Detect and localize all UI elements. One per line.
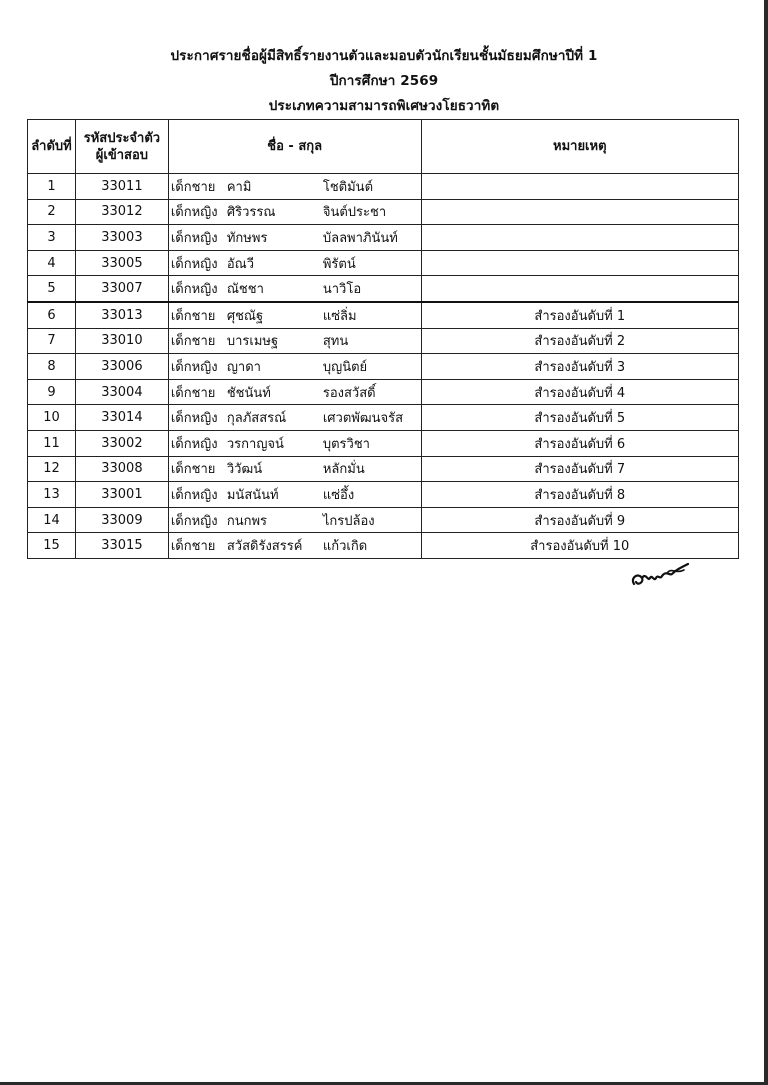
- last-name: บัลลพาภินันท์: [322, 230, 398, 246]
- table-row: [28, 405, 739, 431]
- exam-id-cell: 33014: [75, 405, 168, 431]
- last-name: สุทน: [322, 334, 349, 350]
- order-cell: 5: [28, 276, 76, 302]
- last-name: บุญนิตย์: [322, 359, 368, 375]
- last-name: พิรัตน์: [322, 256, 356, 272]
- order-cell: 13: [28, 482, 76, 508]
- first-name: กุลภัสสรณ์: [226, 411, 287, 427]
- name-prefix: เด็กชาย: [170, 308, 216, 324]
- remark-cell: สำรองอันดับที่ 2: [421, 328, 738, 354]
- table-row: [28, 430, 739, 456]
- name-cell: [168, 354, 421, 380]
- name-cell: [168, 430, 421, 456]
- table-row: [28, 482, 739, 508]
- last-name: แซ่อึ้ง: [322, 487, 355, 503]
- exam-id-cell: 33009: [75, 507, 168, 533]
- remark-cell: [421, 276, 738, 302]
- name-prefix: เด็กหญิง: [170, 359, 218, 375]
- name-cell: [168, 379, 421, 405]
- name-cell: [168, 405, 421, 431]
- order-cell: 6: [28, 302, 76, 328]
- exam-id-cell: 33006: [75, 354, 168, 380]
- order-cell: 2: [28, 199, 76, 225]
- last-name: บุตรวิชา: [322, 436, 370, 452]
- first-name: ณัชชา: [226, 282, 264, 298]
- exam-id-cell: 33010: [75, 328, 168, 354]
- name-prefix: เด็กหญิง: [170, 282, 218, 298]
- remark-cell: [421, 250, 738, 276]
- name-cell: [168, 533, 421, 559]
- remark-cell: [421, 174, 738, 200]
- remark-cell: สำรองอันดับที่ 10: [421, 533, 738, 559]
- exam-id-cell: 33012: [75, 199, 168, 225]
- first-name: ทักษพร: [226, 230, 268, 246]
- name-prefix: เด็กชาย: [170, 539, 216, 555]
- table-row: [28, 302, 739, 328]
- order-cell: 11: [28, 430, 76, 456]
- column-header-remark: หมายเหตุ: [421, 120, 738, 174]
- announcement-title: ประกาศรายชื่อผู้มีสิทธิ์รายงานตัวและมอบตัวนักเรียนชั้นมัธยมศึกษาปีที่ 1: [170, 48, 598, 64]
- table-row: [28, 174, 739, 200]
- remark-cell: สำรองอันดับที่ 7: [421, 456, 738, 482]
- name-prefix: เด็กชาย: [170, 334, 216, 350]
- name-prefix: เด็กชาย: [170, 462, 216, 478]
- first-name: ศิริวรรณ: [226, 205, 276, 221]
- first-name: ชัชนันท์: [226, 385, 271, 401]
- name-cell: [168, 174, 421, 200]
- first-name: สวัสดิรังสรรค์: [226, 539, 303, 555]
- first-name: ศุชณัฐ: [226, 308, 264, 324]
- name-prefix: เด็กหญิง: [170, 230, 218, 246]
- table-row: [28, 507, 739, 533]
- last-name: รองสวัสดิ์: [322, 385, 376, 401]
- first-name: ญาดา: [226, 359, 261, 375]
- name-cell: [168, 507, 421, 533]
- order-cell: 3: [28, 225, 76, 251]
- name-cell: [168, 276, 421, 302]
- remark-cell: สำรองอันดับที่ 3: [421, 354, 738, 380]
- name-prefix: เด็กหญิง: [170, 256, 218, 272]
- order-cell: 1: [28, 174, 76, 200]
- order-cell: 12: [28, 456, 76, 482]
- table-row: [28, 225, 739, 251]
- table-row: [28, 354, 739, 380]
- order-cell: 8: [28, 354, 76, 380]
- order-cell: 7: [28, 328, 76, 354]
- column-header-name: ชื่อ - สกุล: [168, 120, 421, 174]
- student-list-table: [27, 119, 739, 559]
- name-prefix: เด็กหญิง: [170, 205, 218, 221]
- first-name: วิวัฒน์: [226, 462, 263, 478]
- first-name: บารเมษฐ: [226, 334, 279, 350]
- remark-cell: [421, 225, 738, 251]
- remark-cell: สำรองอันดับที่ 8: [421, 482, 738, 508]
- name-cell: [168, 328, 421, 354]
- remark-cell: สำรองอันดับที่ 9: [421, 507, 738, 533]
- name-prefix: เด็กชาย: [170, 179, 216, 195]
- order-cell: 4: [28, 250, 76, 276]
- remark-cell: สำรองอันดับที่ 5: [421, 405, 738, 431]
- table-row: [28, 199, 739, 225]
- first-name: กนกพร: [226, 513, 268, 529]
- table-row: [28, 456, 739, 482]
- document-header: [0, 44, 768, 119]
- exam-id-cell: 33008: [75, 456, 168, 482]
- order-cell: 15: [28, 533, 76, 559]
- name-cell: [168, 250, 421, 276]
- order-cell: 14: [28, 507, 76, 533]
- table-row: [28, 250, 739, 276]
- name-cell: [168, 225, 421, 251]
- first-name: อัณวี: [226, 256, 255, 272]
- first-name: คามิ: [226, 179, 252, 195]
- exam-id-cell: 33011: [75, 174, 168, 200]
- remark-cell: สำรองอันดับที่ 1: [421, 302, 738, 328]
- first-name: มนัสนันท์: [226, 487, 279, 503]
- last-name: ไกรปล้อง: [322, 513, 375, 529]
- exam-id-cell: 33003: [75, 225, 168, 251]
- exam-id-cell: 33013: [75, 302, 168, 328]
- exam-id-cell: 33007: [75, 276, 168, 302]
- page-edge: [764, 0, 768, 1085]
- name-cell: [168, 456, 421, 482]
- name-prefix: เด็กหญิง: [170, 436, 218, 452]
- exam-id-cell: 33005: [75, 250, 168, 276]
- name-cell: [168, 199, 421, 225]
- exam-id-cell: 33015: [75, 533, 168, 559]
- exam-id-cell: 33001: [75, 482, 168, 508]
- last-name: จินต์ประชา: [322, 205, 387, 221]
- first-name: วรกาญจน์: [226, 436, 284, 452]
- name-prefix: เด็กหญิง: [170, 411, 218, 427]
- exam-id-cell: 33002: [75, 430, 168, 456]
- table-row: [28, 379, 739, 405]
- remark-cell: สำรองอันดับที่ 6: [421, 430, 738, 456]
- order-cell: 9: [28, 379, 76, 405]
- last-name: โชติมันต์: [322, 179, 374, 195]
- last-name: เศวตพัฒนจรัส: [322, 411, 404, 427]
- table-row: [28, 328, 739, 354]
- name-prefix: เด็กหญิง: [170, 513, 218, 529]
- last-name: แซ่ลิ่ม: [322, 308, 357, 324]
- academic-year: ปีการศึกษา 2569: [329, 73, 439, 89]
- name-prefix: เด็กหญิง: [170, 487, 218, 503]
- last-name: หลักมั่น: [322, 462, 365, 478]
- name-cell: [168, 482, 421, 508]
- last-name: นาวิโอ: [322, 282, 362, 298]
- table-body: [28, 174, 739, 559]
- remark-cell: สำรองอันดับที่ 4: [421, 379, 738, 405]
- table-row: [28, 533, 739, 559]
- column-header-exam-id: รหัสประจำตัว ผู้เข้าสอบ: [75, 120, 168, 174]
- name-cell: [168, 302, 421, 328]
- handwritten-signature-icon: [628, 558, 692, 594]
- table-row: [28, 276, 739, 302]
- order-cell: 10: [28, 405, 76, 431]
- exam-id-cell: 33004: [75, 379, 168, 405]
- column-header-order: ลำดับที่: [28, 120, 76, 174]
- category-title: ประเภทความสามารถพิเศษวงโยธวาทิต: [268, 98, 500, 114]
- name-prefix: เด็กชาย: [170, 385, 216, 401]
- last-name: แก้วเกิด: [322, 539, 368, 555]
- table-header-row: [28, 120, 739, 174]
- remark-cell: [421, 199, 738, 225]
